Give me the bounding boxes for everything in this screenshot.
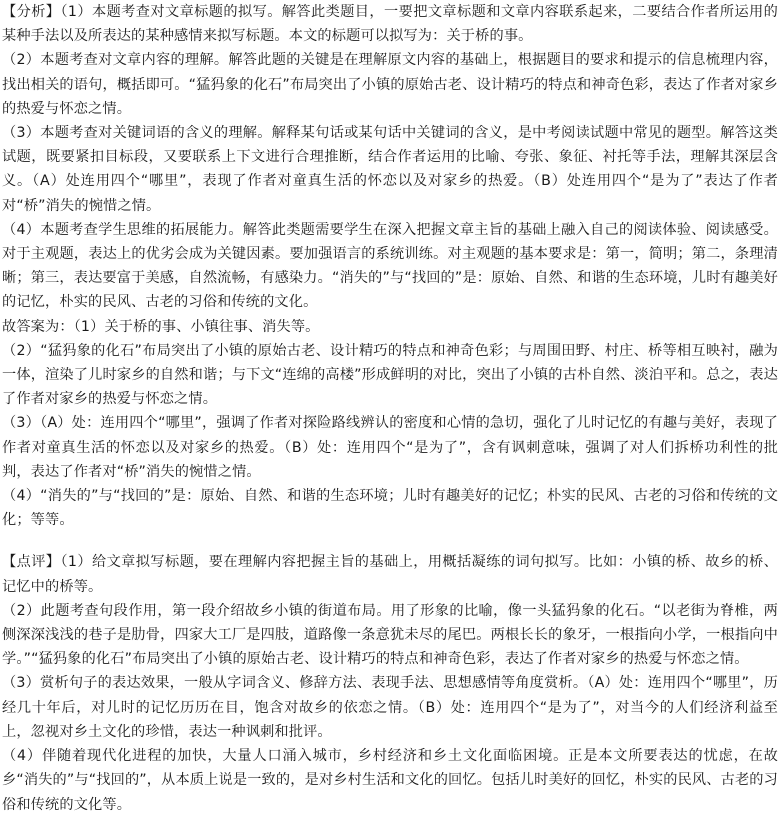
comment-paragraph-3: （3）赏析句子的表达效果，一般从字词含义、修辞方法、表现手法、思想感情等角度赏析。（A）处：连用四个“哪里”，历经几十年后，对儿时的记忆历历在目，饱含对故乡的依恋之情。（B）处：连用四个“是为了”，对当今的人们经济利益至上，忽视对乡土文化的珍惜，表达一种讽刺和批评。 <box>2 675 778 740</box>
answer-paragraph-3: （3）（A）处：连用四个“哪里”，强调了作者对探险路线辨认的密度和心情的急切，强化了儿时记忆的有趣与美好，表现了作者对童真生活的怀恋以及对家乡的热爱。（B）处：连用四个“是为了”，含有讽刺意味，强调了对人们拆桥功利性的批判，表达了作者对“桥”消失的惋惜之情。 <box>2 415 778 480</box>
answer-paragraph-1: 故答案为：（1）关于桥的事、小镇往事、消失等。 <box>2 318 320 335</box>
analysis-paragraph-3: （3）本题考查对关键词语的含义的理解。解释某句话或某句话中关键词的含义，是中考阅读试题中常见的题型。解答这类试题，既要紧扣目标段，又要联系上下文进行合理推断，结合作者运用的比喻、夸张、象征、衬托等手法，理解其深层含义。（A）处连用四个“哪里”，表现了作者对童真生活的怀恋以及对家乡的热爱。（B）处连用四个“是为了”表达了作者对“桥”消失的惋惜之情。 <box>2 125 778 214</box>
answer-paragraph-4: （4）“消失的”与“找回的”是：原始、自然、和谐的生态环境；儿时有趣美好的记忆；朴实的民风、古老的习俗和传统的文化；等等。 <box>2 488 778 529</box>
analysis-paragraph-4: （4）本题考查学生思维的拓展能力。解答此类题需要学生在深入把握文章主旨的基础上融入自己的阅读体验、阅读感受。对于主观题，表达上的优劣会成为关键因素。要加强语言的系统训练。对主观题的基本要求是：第一，简明；第二，条理清晰；第三，表达要富于美感，自然流畅，有感染力。“消失的”与“找回的”是：原始、自然、和谐的生态环境，儿时有趣美好的记忆，朴实的民风、古老的习俗和传统的文化。 <box>2 221 778 311</box>
comment-paragraph-1 <box>2 550 778 598</box>
analysis-paragraph-1 <box>2 0 778 48</box>
comment-paragraph-2: （2）此题考查句段作用，第一段介绍故乡小镇的街道布局。用了形象的比喻，像一头猛犸象的化石。“以老街为脊椎，两侧深深浅浅的巷子是肋骨，四家大工厂是四肢，道路像一条意犹未尽的尾巴。两根长长的象牙，一根指向小学，一根指向中学。”“猛犸象的化石”布局突出了小镇的原始古老、设计精巧的特点和神奇色彩，表达了作者对家乡的热爱与怀恋之情。 <box>2 602 778 668</box>
analysis-tag: 【分析】 <box>2 4 61 20</box>
comment-tag: 【点评】 <box>2 554 61 571</box>
answer-paragraph-2: （2）“猛犸象的化石”布局突出了小镇的原始古老、设计精巧的特点和神奇色彩；与周围田野、村庄、桥等相互映衬，融为一体，渲染了儿时家乡的自然和谐；与下文“连绵的高楼”形成鲜明的对比，突出了小镇的古朴自然、淡泊平和。总之，表达了作者对家乡的热爱与怀恋之情。 <box>2 342 778 408</box>
comment-paragraph-4: （4）伴随着现代化进程的加快，大量人口涌入城市，乡村经济和乡土文化面临困境。正是本文所要表达的忧虑，在故乡“消失的”与“找回的”，从本质上说是一致的，是对乡村生活和文化的回忆。包括儿时美好的回忆，朴实的民风、古老的习俗和传统的文化等。 <box>2 748 778 813</box>
section-spacer <box>2 532 778 550</box>
comment-text-1: （1）给文章拟写标题，要在理解内容把握主旨的基础上，用概括凝练的词句拟写。比如：小镇的桥、故乡的桥、记忆中的桥等。 <box>2 554 778 595</box>
analysis-paragraph-2: （2）本题考查对文章内容的理解。解答此题的关键是在理解原文内容的基础上，根据题目的要求和提示的信息梳理内容，找出相关的语句，概括即可。“猛犸象的化石”布局突出了小镇的原始古老、设计精巧的特点和神奇色彩，表达了作者对家乡的热爱与怀恋之情。 <box>2 52 778 117</box>
analysis-text-1: （1）本题考查对文章标题的拟写。解答此类题目，一要把文章标题和文章内容联系起来，二要结合作者所运用的某种手法以及所表达的某种感情来拟写标题。本文的标题可以拟写为：关于桥的事。 <box>2 4 778 45</box>
